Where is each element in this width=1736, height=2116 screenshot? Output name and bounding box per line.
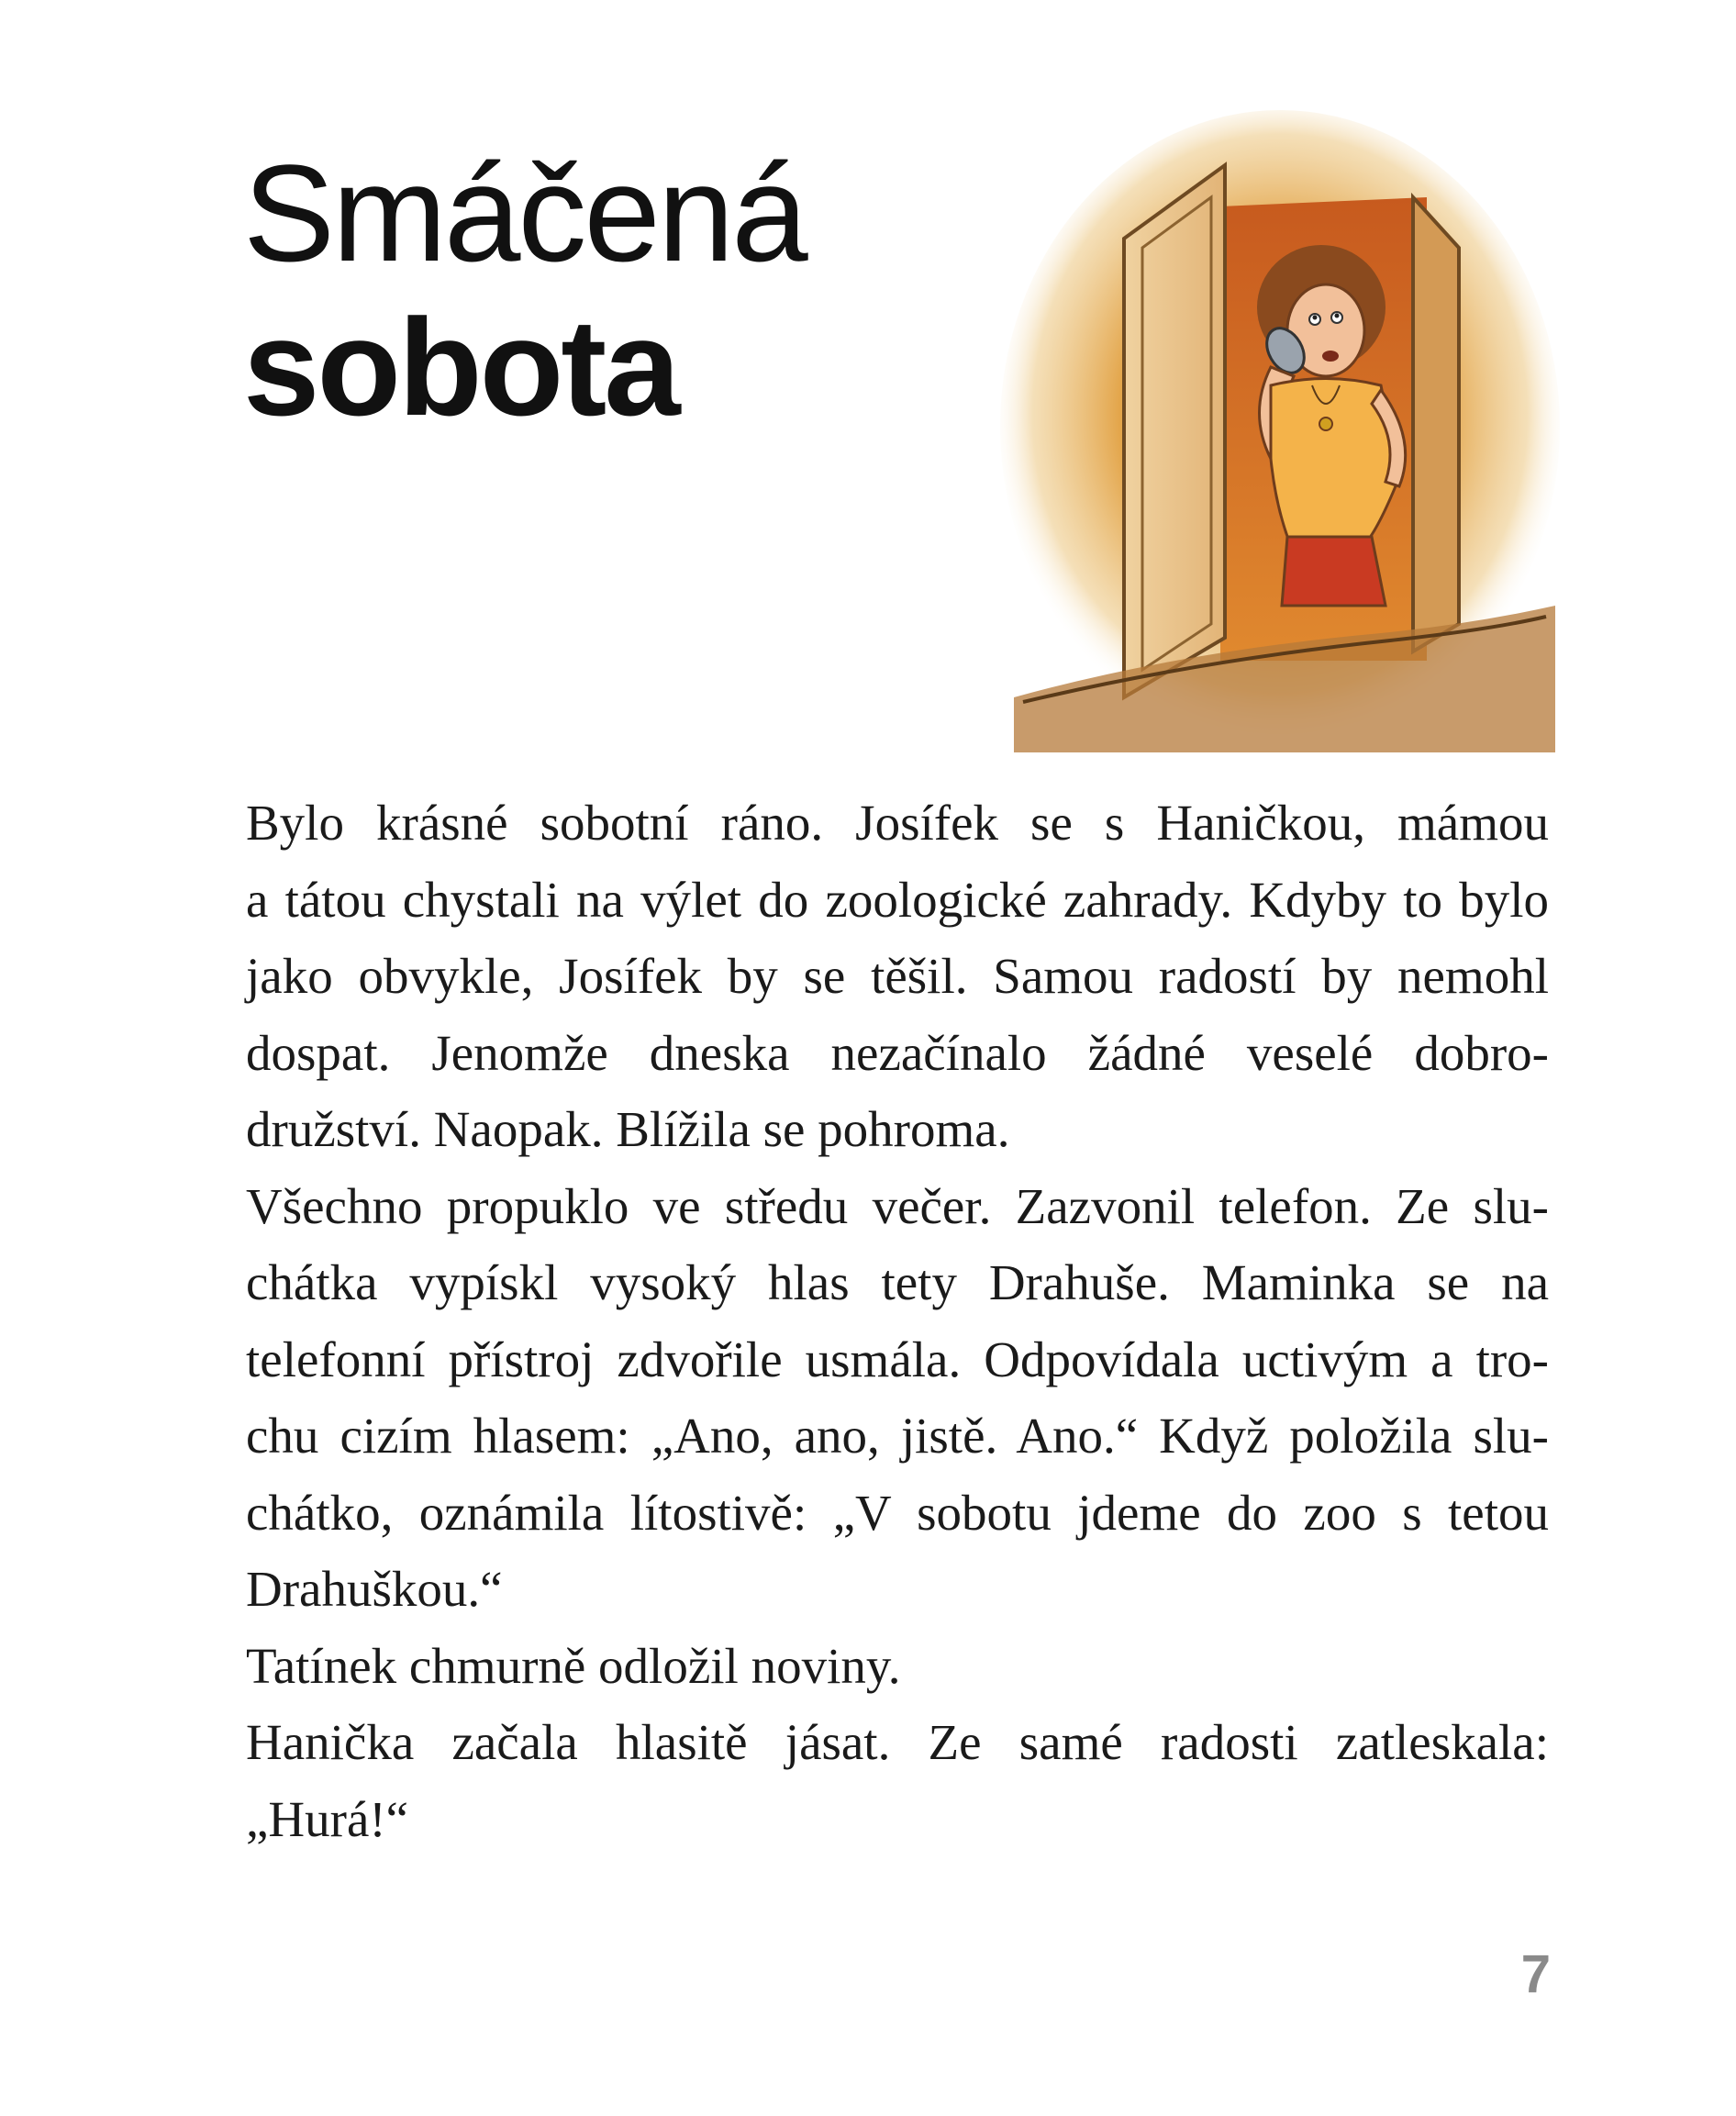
text-line: Tatínek chmurně odložil noviny. <box>246 1637 901 1694</box>
paragraph <box>246 1168 1549 1628</box>
text-line: dospat. Jenomže dneska nezačínalo žádné veselé dobro- <box>246 1024 1549 1081</box>
door-frame-right <box>1413 197 1459 652</box>
paragraph <box>246 785 1549 1168</box>
text-line: „Hurá!“ <box>246 1790 409 1847</box>
chapter-title-line1: Smáčená <box>243 136 806 290</box>
story-text <box>246 785 1549 1857</box>
text-line: chu cizím hlasem: „Ano, ano, jistě. Ano.“ Když položila slu- <box>246 1408 1549 1464</box>
text-line: Drahuškou.“ <box>246 1561 503 1617</box>
chapter-title <box>243 138 806 445</box>
chapter-title-line2: sobota <box>243 290 678 444</box>
paragraph <box>246 1704 1549 1857</box>
page-number: 7 <box>1520 1944 1551 2004</box>
text-line: družství. Naopak. Blížila se pohroma. <box>246 1101 1010 1157</box>
text-line: Hanička začala hlasitě jásat. Ze samé radosti zatleskala: <box>246 1714 1549 1770</box>
text-line: chátka vypískl vysoký hlas tety Drahuše. Maminka se na <box>246 1254 1549 1310</box>
girl-on-phone-in-doorway-illustration <box>996 110 1564 752</box>
text-line: jako obvykle, Josífek by se těšil. Samou radostí by nemohl <box>246 948 1549 1004</box>
text-line: telefonní přístroj zdvořile usmála. Odpovídala uctivým a tro- <box>246 1331 1549 1387</box>
text-line: chátko, oznámila lítostivě: „V sobotu jdeme do zoo s tetou <box>246 1484 1549 1541</box>
text-line: Bylo krásné sobotní ráno. Josífek se s Haničkou, mámou <box>246 795 1549 851</box>
text-line: a tátou chystali na výlet do zoologické zahrady. Kdyby to bylo <box>246 871 1549 928</box>
text-line: Všechno propuklo ve středu večer. Zazvonil telefon. Ze slu- <box>246 1177 1549 1234</box>
girl-skirt <box>1282 537 1385 606</box>
paragraph <box>246 1628 1549 1705</box>
